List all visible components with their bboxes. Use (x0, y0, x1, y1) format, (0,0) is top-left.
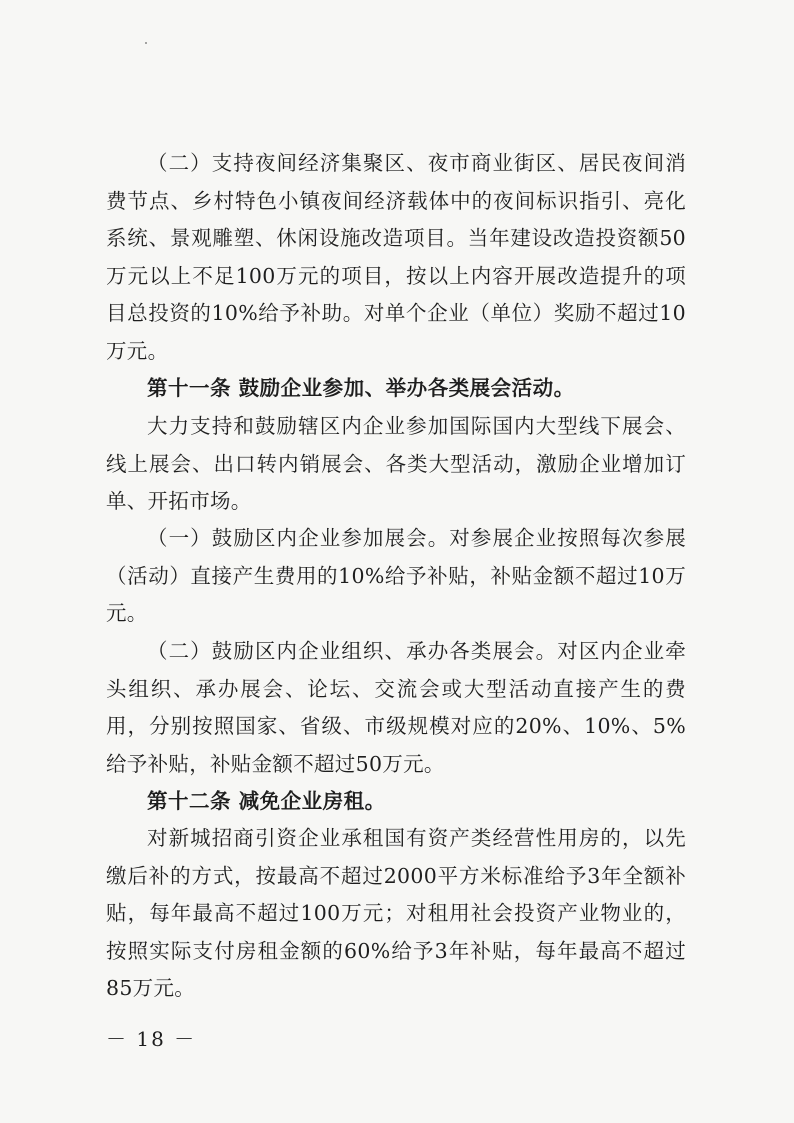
scan-speck (145, 42, 147, 44)
paragraph-exhibition-organizing: （二）鼓励区内企业组织、承办各类展会。对区内企业牵头组织、承办展会、论坛、交流会或大型活动直接产生的费用，分别按照国家、省级、市级规模对应的20%、10%、5%给予补贴，补贴金额不超过50万元。 (106, 639, 686, 776)
paragraph-exhibition-support: 大力支持和鼓励辖区内企业参加国际国内大型线下展会、线上展会、出口转内销展会、各类大型活动，激励企业增加订单、开拓市场。 (106, 414, 686, 513)
paragraph-exhibition-participation: （一）鼓励区内企业参加展会。对参展企业按照每次参展（活动）直接产生费用的10%给予补贴，补贴金额不超过10万元。 (106, 526, 686, 625)
article-12-heading: 第十二条 减免企业房租。 (147, 789, 386, 813)
article-11-heading: 第十一条 鼓励企业参加、举办各类展会活动。 (147, 376, 575, 400)
page-number: － 18 － (106, 1027, 197, 1051)
paragraph-night-economy-support: （二）支持夜间经济集聚区、夜市商业街区、居民夜间消费节点、乡村特色小镇夜间经济载体中的夜间标识指引、亮化系统、景观雕塑、休闲设施改造项目。当年建设改造投资额50万元以上不足100万元的项目，按以上内容开展改造提升的项目总投资的10%给予补助。对单个企业（单位）奖励不超过10万元。 (106, 151, 686, 363)
paragraph-rent-reduction: 对新城招商引资企业承租国有资产类经营性用房的，以先缴后补的方式，按最高不超过2000平方米标准给予3年全额补贴，每年最高不超过100万元；对租用社会投资产业物业的，按照实际支付房租金额的60%给予3年补贴，每年最高不超过85万元。 (106, 826, 686, 1000)
